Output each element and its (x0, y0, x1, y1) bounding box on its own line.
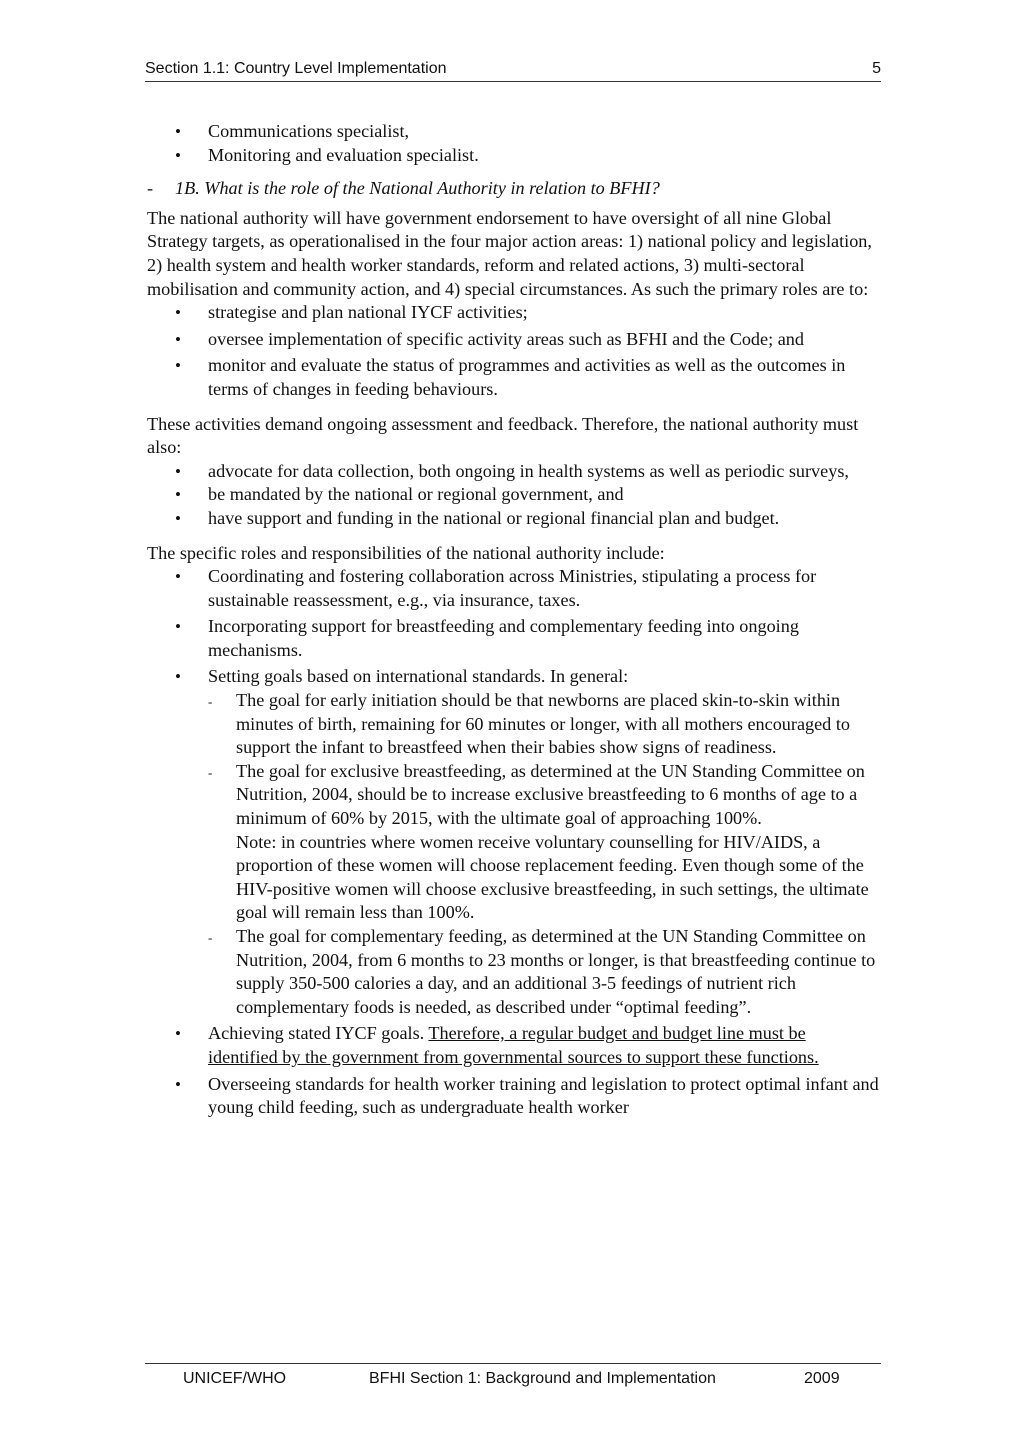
list-item: • Communications specialist, (147, 120, 879, 144)
setting-goals-text: Setting goals based on international standards. In general: (208, 666, 629, 687)
list-item: • strategise and plan national IYCF activities; (147, 301, 879, 325)
list-item: • Monitoring and evaluation specialist. (147, 144, 879, 168)
must-also-list (147, 460, 879, 531)
footer-center: BFHI Section 1: Background and Implementation (369, 1370, 716, 1387)
page-footer (145, 1363, 881, 1387)
section-question (147, 177, 879, 201)
goals-sublist (208, 689, 879, 1019)
question-text: 1B. What is the role of the National Authority in relation to BFHI? (175, 178, 660, 199)
budget-underlined-text: Therefore, a regular budget and budget line must be identified by the government from governmental sources to support these functions. (208, 1023, 819, 1067)
specific-roles-paragraph: The specific roles and responsibilities of the national authority include: (147, 542, 665, 563)
list-item: • advocate for data collection, both ongoing in health systems as well as periodic surveys, (147, 460, 879, 484)
footer-left: UNICEF/WHO (183, 1370, 287, 1387)
goal-item (208, 760, 879, 925)
page-header (145, 60, 881, 82)
list-item: • have support and funding in the national or regional financial plan and budget. (147, 507, 879, 531)
list-item: • Coordinating and fostering collaboration across Ministries, stipulating a process for sustainable reassessment, e.g., via insurance, taxes. (147, 565, 879, 612)
goal-note: Note: in countries where women receive voluntary counselling for HIV/AIDS, a proportion of these women will choose replacement feeding. Even though some of the HIV-positive women will choose exclusive breastfeeding, in such settings, the ultimate goal will remain less than 100%. (236, 831, 869, 923)
header-section-title: Section 1.1: Country Level Implementation (145, 60, 447, 77)
list-item: • monitor and evaluate the status of programmes and activities as well as the outcomes in terms of changes in feeding behaviours. (147, 354, 879, 401)
list-item-setting-goals (147, 665, 879, 1019)
list-item: • Overseeing standards for health worker training and legislation to protect optimal infant and young child feeding, such as undergraduate health worker (147, 1073, 879, 1120)
goal-exclusive-text: The goal for exclusive breastfeeding, as determined at the UN Standing Committee on Nutrition, 2004, should be to increase exclusive breastfeeding to 6 months of age to a minimum of 60% by 2015, with the ultimate goal of approaching 100%. (236, 760, 865, 829)
question-dash: - (147, 178, 154, 199)
roles-list-continued (147, 120, 879, 167)
primary-roles-list (147, 301, 879, 401)
responsibilities-list (147, 565, 879, 1120)
list-item: • be mandated by the national or regional government, and (147, 483, 879, 507)
header-page-number: 5 (872, 60, 881, 77)
intro-paragraph: The national authority will have government endorsement to have oversight of all nine Global Strategy targets, as operationalised in the four major action areas: 1) national policy and legislation, 2) health system and health worker standards, reform and related actions, 3) multi-sectoral mobilisation and community action, and 4) special circumstances. As such the primary roles are to: (147, 207, 872, 299)
list-item-achieving (147, 1022, 879, 1069)
page-body (147, 120, 879, 1120)
goal-item: - The goal for complementary feeding, as determined at the UN Standing Committee on Nutrition, 2004, from 6 months to 23 months or longer, is that breastfeeding continue to supply 350-500 calories a day, and an additional 3-5 feedings of nutrient rich complementary foods is needed, as described under “optimal feeding”. (208, 925, 879, 1019)
achieving-text: Achieving stated IYCF goals. (208, 1023, 425, 1044)
activities-paragraph: These activities demand ongoing assessment and feedback. Therefore, the national authority must also: (147, 413, 859, 458)
list-item: • Incorporating support for breastfeeding and complementary feeding into ongoing mechanisms. (147, 615, 879, 662)
list-item: • oversee implementation of specific activity areas such as BFHI and the Code; and (147, 328, 879, 352)
footer-year: 2009 (804, 1370, 840, 1387)
goal-item: - The goal for early initiation should be that newborns are placed skin-to-skin within minutes of birth, remaining for 60 minutes or longer, with all mothers encouraged to support the infant to breastfeed when their babies show signs of readiness. (208, 689, 879, 760)
